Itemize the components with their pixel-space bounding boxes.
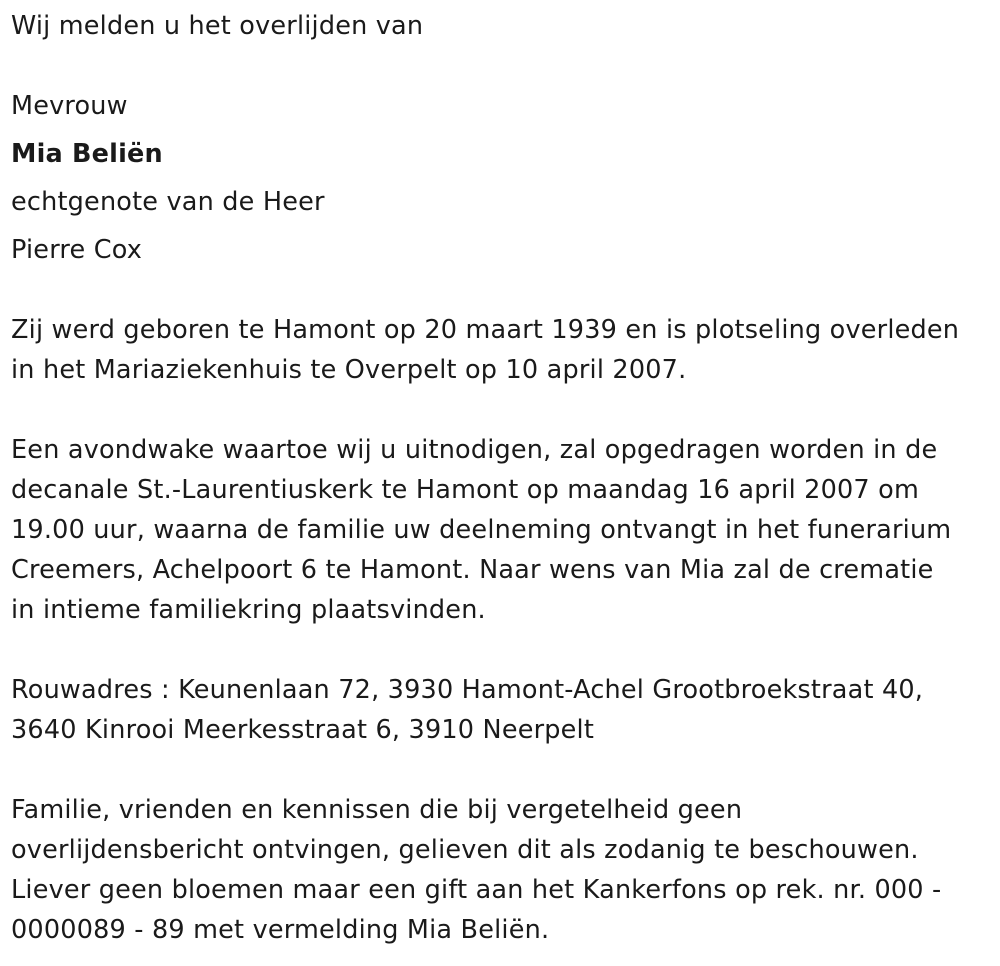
paragraph-line: Creemers, Achelpoort 6 te Hamont. Naar wens van Mia zal de crematie [11, 555, 934, 585]
notice-paragraph [11, 790, 941, 950]
paragraph-line: Rouwadres : Keunenlaan 72, 3930 Hamont-Achel Grootbroekstraat 40, [11, 675, 924, 705]
paragraph-line: Zij werd geboren te Hamont op 20 maart 1939 en is plotseling overleden [11, 315, 960, 345]
paragraph-line: Familie, vrienden en kennissen die bij vergetelheid geen [11, 795, 743, 825]
paragraph-line: decanale St.-Laurentiuskerk te Hamont op maandag 16 april 2007 om [11, 475, 920, 505]
paragraph-line: in intieme familiekring plaatsvinden. [11, 595, 486, 625]
paragraph-line: 3640 Kinrooi Meerkesstraat 6, 3910 Neerpelt [11, 715, 595, 745]
paragraph-line: 19.00 uur, waarna de familie uw deelneming ontvangt in het funerarium [11, 515, 952, 545]
paragraph-line: 0000089 - 89 met vermelding Mia Beliën. [11, 915, 550, 945]
wake-paragraph [11, 430, 951, 630]
spouse-relation: echtgenote van de Heer [11, 187, 325, 217]
paragraph-line: in het Mariaziekenhuis te Overpelt op 10 april 2007. [11, 355, 687, 385]
spouse-name: Pierre Cox [11, 235, 143, 265]
announcement-intro: Wij melden u het overlijden van [11, 11, 424, 41]
paragraph-line: Een avondwake waartoe wij u uitnodigen, zal opgedragen worden in de [11, 435, 938, 465]
birth-death-paragraph [11, 310, 959, 390]
deceased-name: Mia Beliën [11, 139, 163, 169]
paragraph-line: overlijdensbericht ontvingen, gelieven dit als zodanig te beschouwen. [11, 835, 919, 865]
mourning-address-paragraph [11, 670, 923, 750]
paragraph-line: Liever geen bloemen maar een gift aan het Kankerfons op rek. nr. 000 - [11, 875, 942, 905]
deceased-title: Mevrouw [11, 91, 128, 121]
